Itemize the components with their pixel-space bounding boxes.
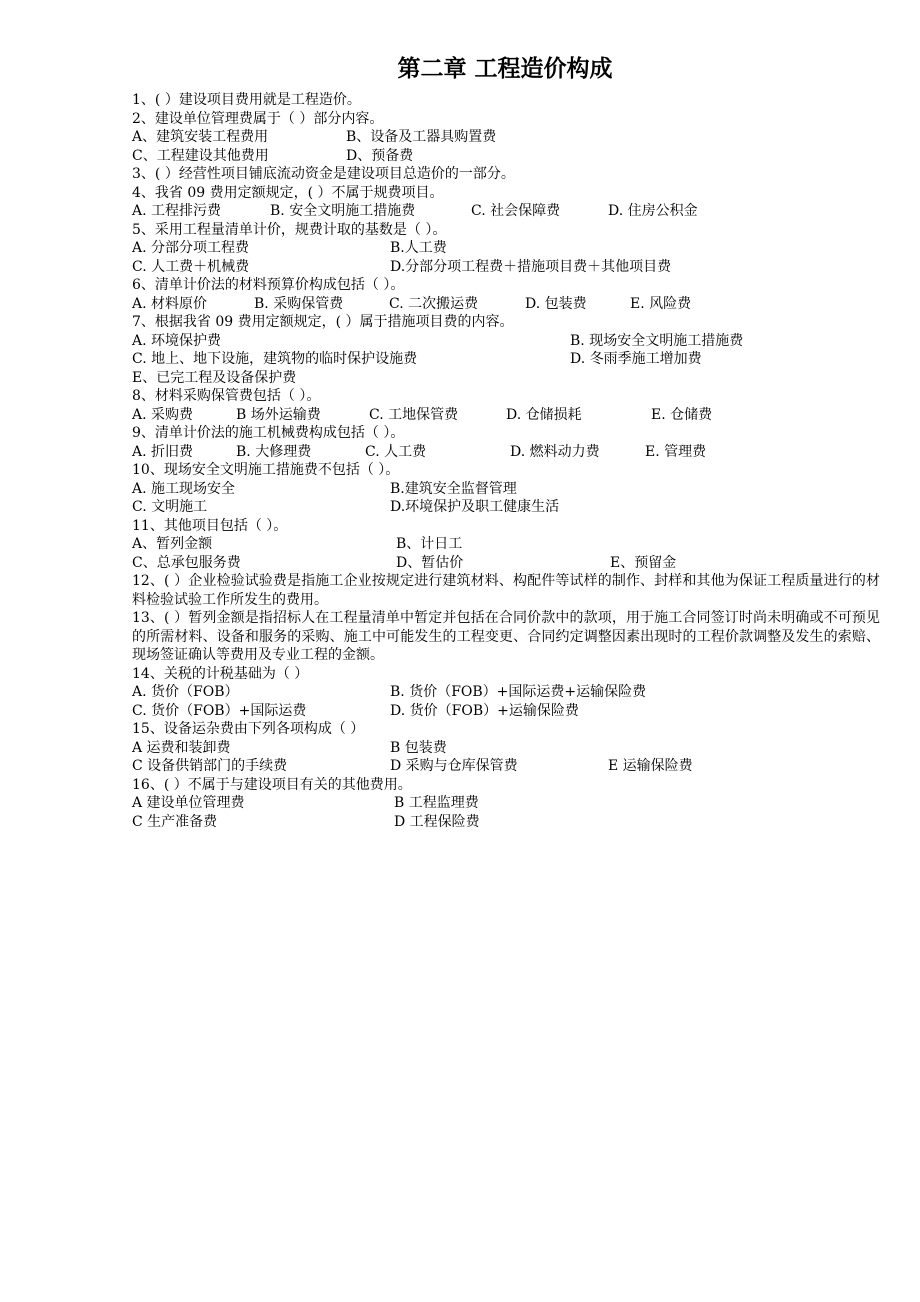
option-text: C. 地上、地下设施，建筑物的临时保护设施费 (132, 351, 418, 367)
question-line: 9、清单计价法的施工机械费构成包括（ ）。 (132, 425, 405, 441)
question-line: 4、我省 09 费用定额规定，( ）不属于规费项目。 (132, 184, 444, 201)
question-paragraph: 12、( ）企业检验试验费是指施工企业按规定进行建筑材料、构配件等试样的制作、封样和其他为保证工程质量进行的材料检验试验工作所发生的费用。 (132, 573, 880, 608)
question-line: 2、建设单位管理费属于（ ）部分内容。 (132, 110, 384, 127)
option-text: A、建筑安装工程费用 (132, 129, 269, 145)
question-line: 10、现场安全文明施工措施费不包括（ ）。 (132, 462, 400, 478)
option-text: E. 风险费 (630, 295, 692, 312)
option-row (132, 202, 880, 221)
option-text: D、暂估价 (396, 554, 464, 571)
option-text: A. 折旧费 (132, 443, 194, 460)
option-text: C 生产准备费 (132, 813, 218, 830)
option-row (132, 813, 880, 832)
option-text: D.环境保护及职工健康生活 (390, 499, 560, 515)
option-text: C. 工地保管费 (369, 406, 459, 423)
option-text: D 工程保险费 (394, 813, 480, 830)
option-text: C、总承包服务费 (132, 554, 241, 571)
option-text: C. 二次搬运费 (389, 295, 479, 312)
question-line: 14、关税的计税基础为（ ） (132, 665, 309, 682)
option-text: C. 货价（FOB）+国际运费 (132, 702, 307, 719)
option-row (132, 757, 880, 776)
option-text: D. 货价（FOB）+运输保险费 (390, 702, 579, 719)
option-text: B、设备及工器具购置费 (346, 129, 497, 145)
option-row (132, 147, 880, 166)
option-text: B.人工费 (390, 240, 447, 256)
question-line: 8、材料采购保管费包括（ ）。 (132, 388, 321, 404)
option-text: E、预留金 (610, 554, 677, 571)
option-row (132, 128, 880, 147)
option-text: A. 分部分项工程费 (132, 240, 250, 256)
option-text: E. 仓储费 (651, 406, 713, 423)
question-line: 6、清单计价法的材料预算价构成包括（ ）。 (132, 277, 405, 293)
option-text: A 建设单位管理费 (132, 795, 245, 811)
option-text: D.分部分项工程费＋措施项目费＋其他项目费 (390, 258, 672, 275)
option-text: E. 管理费 (645, 443, 707, 460)
option-row (132, 239, 880, 258)
question-line: 15、设备运杂费由下列各项构成（ ） (132, 721, 365, 737)
option-text: B. 货价（FOB）+国际运费+运输保险费 (390, 684, 647, 700)
option-text: D、预备费 (346, 147, 414, 164)
option-text: A 运费和装卸费 (132, 739, 231, 756)
option-text: B 包装费 (390, 739, 447, 756)
option-text: A. 货价（FOB） (132, 684, 239, 700)
option-text: B、计日工 (396, 536, 463, 552)
option-row (132, 332, 880, 351)
option-text: A. 工程排污费 (132, 203, 222, 219)
question-line: 1、( ）建设项目费用就是工程造价。 (132, 92, 361, 108)
option-text: C 设备供销部门的手续费 (132, 758, 288, 774)
option-text: C. 人工费 (365, 443, 427, 460)
question-paragraph: 13、( ）暂列金额是指招标人在工程量清单中暂定并包括在合同价款中的款项，用于施工合同签订时尚未明确或不可预见的所需材料、设备和服务的采购、施工中可能发生的工程变更、合同约定调整因素出现时的工程价款调整及发生的索赔、现场签证确认等费用及专业工程的金额。 (132, 610, 880, 663)
option-text: B. 大修理费 (236, 443, 312, 460)
question-line: E、已完工程及设备保护费 (132, 369, 297, 386)
option-text: D. 仓储损耗 (506, 406, 582, 423)
option-row (132, 702, 880, 721)
option-text: B 场外运输费 (236, 406, 321, 423)
option-text: A、暂列金额 (132, 536, 213, 552)
option-text: D. 冬雨季施工增加费 (570, 351, 702, 367)
option-text: E 运输保险费 (608, 758, 693, 774)
option-text: D. 包装费 (525, 295, 587, 312)
option-row (132, 406, 880, 425)
option-text: C. 人工费＋机械费 (132, 258, 250, 275)
option-text: B. 采购保管费 (254, 295, 344, 312)
option-row (132, 739, 880, 758)
option-text: B.建筑安全监督管理 (390, 480, 517, 497)
option-row (132, 554, 880, 573)
option-text: B. 安全文明施工措施费 (270, 203, 416, 219)
option-row (132, 498, 880, 517)
option-text: A. 采购费 (132, 406, 194, 423)
question-line: 5、采用工程量清单计价，规费计取的基数是（ ）。 (132, 221, 447, 238)
option-row (132, 350, 880, 369)
option-row (132, 295, 880, 314)
option-text: D 采购与仓库保管费 (390, 758, 518, 774)
question-line: 16、( ）不属于与建设项目有关的其他费用。 (132, 776, 412, 793)
question-line: 3、( ）经营性项目铺底流动资金是建设项目总造价的一部分。 (132, 166, 515, 182)
option-text: C. 社会保障费 (471, 203, 561, 219)
option-row (132, 480, 880, 499)
option-text: C、工程建设其他费用 (132, 147, 269, 164)
option-text: C. 文明施工 (132, 499, 208, 515)
option-row (132, 258, 880, 277)
chapter-title: 第二章 工程造价构成 (397, 56, 613, 82)
option-row (132, 683, 880, 702)
option-text: A. 环境保护费 (132, 332, 222, 349)
option-row (132, 443, 880, 462)
option-text: A. 施工现场安全 (132, 480, 236, 497)
option-row (132, 794, 880, 813)
option-text: B 工程监理费 (394, 795, 479, 811)
option-text: D. 燃料动力费 (510, 443, 600, 460)
option-row (132, 535, 880, 554)
question-line: 7、根据我省 09 费用定额规定，( ）属于措施项目费的内容。 (132, 314, 514, 330)
question-line: 11、其他项目包括（ ）。 (132, 517, 288, 534)
option-text: A. 材料原价 (132, 295, 208, 312)
question-list (132, 91, 880, 831)
option-text: D. 住房公积金 (608, 203, 698, 219)
option-text: B. 现场安全文明施工措施费 (570, 332, 744, 349)
